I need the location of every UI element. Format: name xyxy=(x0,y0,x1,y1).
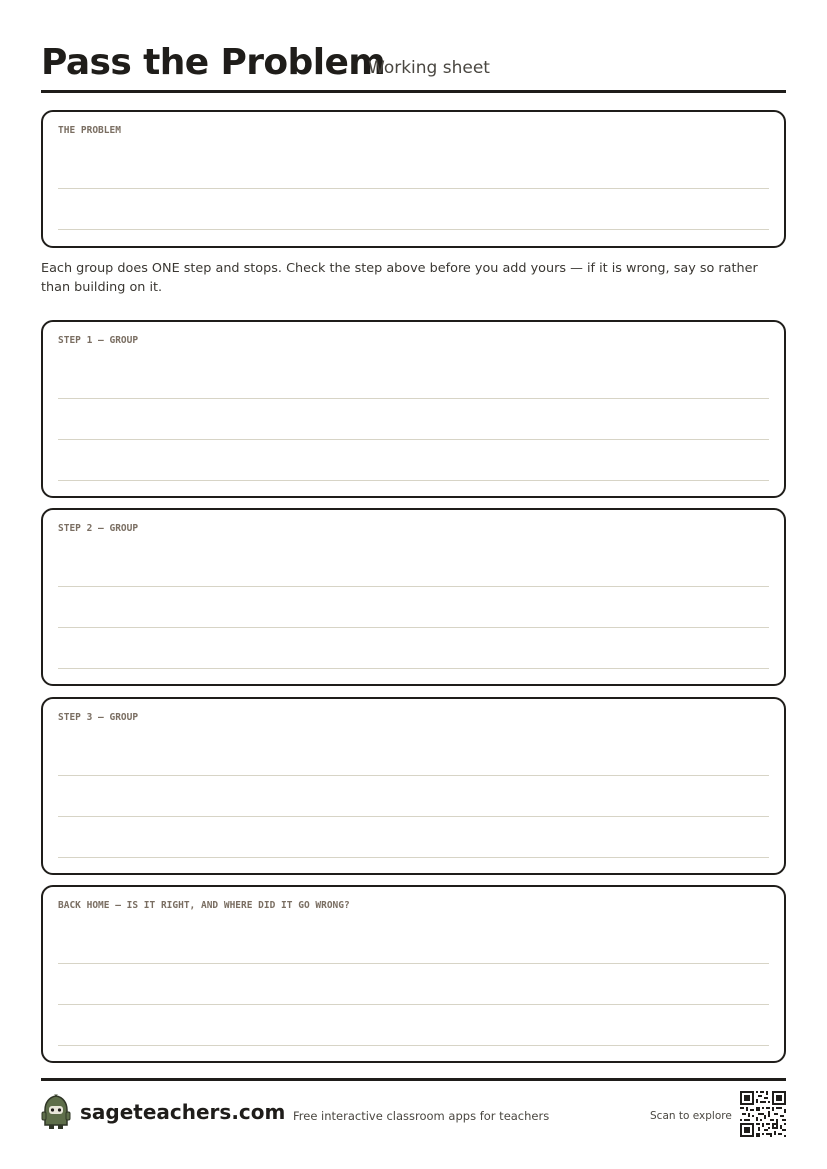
instructions-text: Each group does ONE step and stops. Check the step above before you add yours — if it is wrong, say so rather than building on it. xyxy=(41,261,758,295)
writing-line xyxy=(58,857,769,858)
writing-line xyxy=(58,1045,769,1046)
writing-line xyxy=(58,627,769,628)
footer-divider xyxy=(41,1078,786,1081)
writing-line xyxy=(58,775,769,776)
step-1-label: STEP 1 — GROUP xyxy=(58,335,139,346)
page-subtitle: Working sheet xyxy=(368,58,490,78)
step-3-label: STEP 3 — GROUP xyxy=(58,712,139,723)
writing-line xyxy=(58,188,769,189)
writing-line xyxy=(58,586,769,587)
writing-line xyxy=(58,1004,769,1005)
qr-code-icon[interactable] xyxy=(740,1091,786,1137)
writing-line xyxy=(58,963,769,964)
sage-mascot-icon xyxy=(41,1094,71,1130)
writing-line xyxy=(58,229,769,230)
writing-line xyxy=(58,439,769,440)
review-box-label: BACK HOME — IS IT RIGHT, AND WHERE DID IT GO WRONG? xyxy=(58,900,350,911)
writing-line xyxy=(58,668,769,669)
problem-box[interactable] xyxy=(41,110,786,248)
footer-tagline: Free interactive classroom apps for teachers xyxy=(293,1109,550,1123)
scan-label: Scan to explore xyxy=(650,1110,732,1122)
brand-link[interactable]: sageteachers.com xyxy=(80,1100,286,1124)
step-2-label: STEP 2 — GROUP xyxy=(58,523,139,534)
header-divider xyxy=(41,90,786,93)
page-footer xyxy=(41,1090,786,1138)
step-1-box[interactable] xyxy=(41,320,786,498)
writing-line xyxy=(58,398,769,399)
page-title: Pass the Problem xyxy=(41,42,386,83)
review-box[interactable] xyxy=(41,885,786,1063)
problem-box-label: THE PROBLEM xyxy=(58,125,121,136)
page-header xyxy=(41,38,786,90)
step-3-box[interactable] xyxy=(41,697,786,875)
writing-line xyxy=(58,816,769,817)
step-2-box[interactable] xyxy=(41,508,786,686)
writing-line xyxy=(58,480,769,481)
